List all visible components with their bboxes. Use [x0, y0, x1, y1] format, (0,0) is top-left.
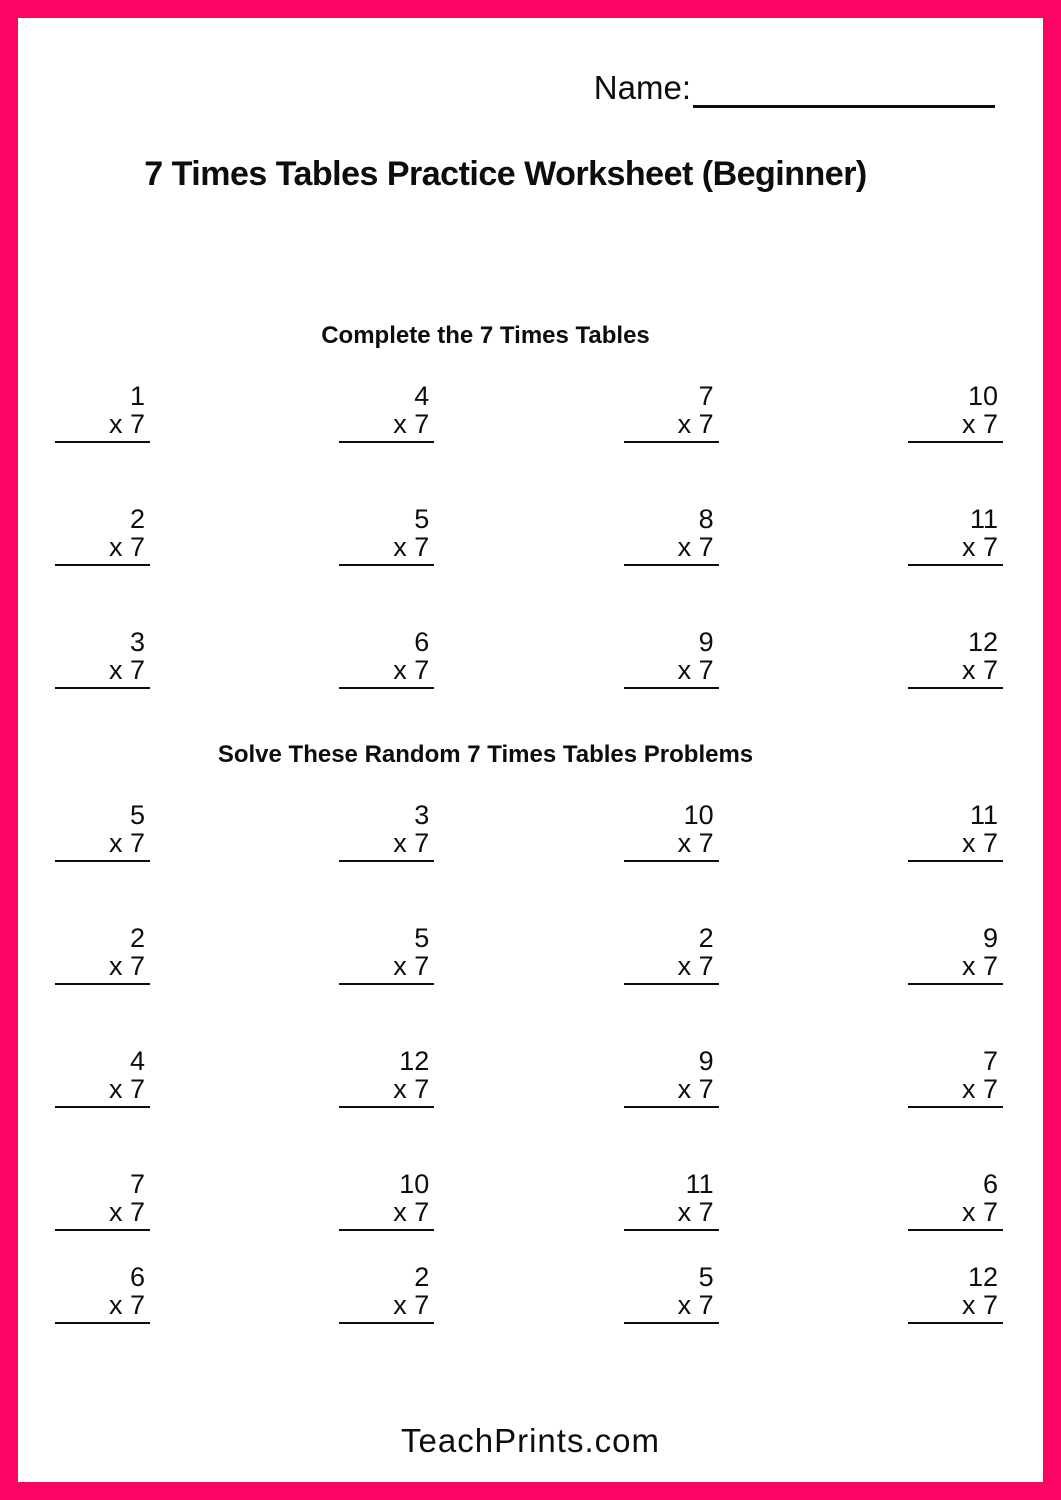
multiplicand-value: 6	[982, 1168, 998, 1199]
answer-line[interactable]	[908, 687, 1003, 689]
multiplier-label: x 7	[108, 408, 145, 439]
multiplier-label: x 7	[961, 1196, 998, 1227]
problems-row	[18, 801, 1043, 862]
multiplicand-value: 8	[698, 503, 714, 534]
multiplier-label: x 7	[677, 654, 714, 685]
multiplicand-value: 12	[967, 1261, 998, 1292]
answer-line[interactable]	[624, 1106, 719, 1108]
section-heading: Complete the 7 Times Tables	[321, 321, 650, 349]
multiplier-label: x 7	[108, 531, 145, 562]
multiplication-problem	[908, 924, 1003, 985]
multiplicand-value: 2	[698, 922, 714, 953]
multiplier-label: x 7	[393, 827, 430, 858]
multiplicand-value: 11	[969, 503, 998, 534]
multiplier-label: x 7	[393, 531, 430, 562]
multiplicand-value: 2	[129, 503, 145, 534]
problems-row	[18, 924, 1043, 985]
multiplicand-value: 7	[982, 1045, 998, 1076]
multiplier-label: x 7	[393, 950, 430, 981]
name-blank-line[interactable]	[693, 73, 995, 108]
multiplier-label: x 7	[108, 827, 145, 858]
answer-line[interactable]	[624, 1229, 719, 1231]
multiplier-label: x 7	[108, 1073, 145, 1104]
multiplication-problem	[624, 628, 719, 689]
section-heading: Solve These Random 7 Times Tables Problems	[217, 740, 754, 768]
multiplier-label: x 7	[677, 1073, 714, 1104]
answer-line[interactable]	[624, 860, 719, 862]
multiplication-problem	[339, 628, 434, 689]
multiplicand-value: 4	[129, 1045, 145, 1076]
multiplier-label: x 7	[677, 408, 714, 439]
multiplication-problem	[339, 924, 434, 985]
multiplication-problem	[908, 1170, 1003, 1231]
multiplier-label: x 7	[961, 827, 998, 858]
multiplier-label: x 7	[393, 1289, 430, 1320]
answer-line[interactable]	[55, 1229, 150, 1231]
multiplier-label: x 7	[961, 531, 998, 562]
multiplier-label: x 7	[393, 654, 430, 685]
multiplicand-value: 3	[129, 626, 145, 657]
multiplication-problem	[339, 801, 434, 862]
multiplication-problem	[55, 924, 150, 985]
multiplier-label: x 7	[108, 1289, 145, 1320]
answer-line[interactable]	[55, 1322, 150, 1324]
multiplicand-value: 9	[698, 626, 714, 657]
multiplicand-value: 11	[685, 1168, 714, 1199]
multiplicand-value: 5	[414, 922, 430, 953]
multiplier-label: x 7	[961, 1073, 998, 1104]
multiplier-label: x 7	[677, 1196, 714, 1227]
multiplication-problem	[624, 801, 719, 862]
multiplication-problem	[908, 801, 1003, 862]
multiplicand-value: 4	[414, 380, 430, 411]
answer-line[interactable]	[908, 1322, 1003, 1324]
answer-line[interactable]	[624, 687, 719, 689]
problems-row	[18, 1047, 1043, 1108]
multiplication-problem	[55, 628, 150, 689]
multiplicand-value: 6	[129, 1261, 145, 1292]
answer-line[interactable]	[908, 983, 1003, 985]
answer-line[interactable]	[55, 441, 150, 443]
multiplicand-value: 5	[129, 799, 145, 830]
answer-line[interactable]	[339, 687, 434, 689]
multiplication-problem	[339, 1170, 434, 1231]
multiplicand-value: 9	[698, 1045, 714, 1076]
answer-line[interactable]	[55, 1106, 150, 1108]
answer-line[interactable]	[624, 983, 719, 985]
multiplication-problem	[339, 1047, 434, 1108]
answer-line[interactable]	[339, 1322, 434, 1324]
answer-line[interactable]	[339, 1106, 434, 1108]
answer-line[interactable]	[908, 441, 1003, 443]
multiplication-problem	[908, 382, 1003, 443]
answer-line[interactable]	[339, 564, 434, 566]
multiplication-problem	[624, 1170, 719, 1231]
multiplier-label: x 7	[961, 950, 998, 981]
multiplicand-value: 7	[698, 380, 714, 411]
multiplication-problem	[624, 1263, 719, 1324]
sections-container	[18, 322, 1043, 1324]
multiplication-problem	[55, 1263, 150, 1324]
multiplier-label: x 7	[108, 654, 145, 685]
multiplicand-value: 1	[129, 380, 145, 411]
answer-line[interactable]	[908, 1229, 1003, 1231]
multiplication-problem	[624, 382, 719, 443]
multiplier-label: x 7	[108, 1196, 145, 1227]
multiplier-label: x 7	[677, 1289, 714, 1320]
answer-line[interactable]	[908, 564, 1003, 566]
multiplicand-value: 5	[414, 503, 430, 534]
multiplicand-value: 2	[129, 922, 145, 953]
multiplicand-value: 2	[414, 1261, 430, 1292]
answer-line[interactable]	[908, 1106, 1003, 1108]
multiplication-problem	[55, 382, 150, 443]
multiplier-label: x 7	[961, 654, 998, 685]
name-row	[18, 68, 1043, 108]
multiplicand-value: 12	[967, 626, 998, 657]
worksheet-section	[18, 741, 1043, 1324]
multiplier-label: x 7	[393, 1196, 430, 1227]
multiplicand-value: 10	[683, 799, 714, 830]
multiplication-problem	[908, 1047, 1003, 1108]
multiplication-problem	[55, 801, 150, 862]
multiplicand-value: 3	[414, 799, 430, 830]
multiplier-label: x 7	[677, 531, 714, 562]
multiplication-problem	[339, 382, 434, 443]
multiplicand-value: 6	[414, 626, 430, 657]
multiplication-problem	[55, 505, 150, 566]
multiplicand-value: 7	[129, 1168, 145, 1199]
multiplier-label: x 7	[393, 1073, 430, 1104]
multiplicand-value: 10	[399, 1168, 430, 1199]
multiplier-label: x 7	[961, 408, 998, 439]
multiplicand-value: 10	[967, 380, 998, 411]
problems-row	[18, 1263, 1043, 1324]
answer-line[interactable]	[339, 1229, 434, 1231]
problems-row	[18, 1170, 1043, 1231]
page-title: 7 Times Tables Practice Worksheet (Beginner)	[144, 154, 867, 193]
multiplicand-value: 11	[969, 799, 998, 830]
answer-line[interactable]	[339, 441, 434, 443]
multiplier-label: x 7	[108, 950, 145, 981]
answer-line[interactable]	[55, 687, 150, 689]
multiplication-problem	[624, 924, 719, 985]
problems-row	[18, 382, 1043, 443]
answer-line[interactable]	[624, 564, 719, 566]
multiplicand-value: 9	[982, 922, 998, 953]
multiplier-label: x 7	[961, 1289, 998, 1320]
multiplication-problem	[908, 628, 1003, 689]
multiplication-problem	[624, 505, 719, 566]
multiplier-label: x 7	[393, 408, 430, 439]
answer-line[interactable]	[55, 564, 150, 566]
problems-row	[18, 628, 1043, 689]
multiplication-problem	[908, 505, 1003, 566]
multiplicand-value: 12	[399, 1045, 430, 1076]
answer-line[interactable]	[624, 441, 719, 443]
answer-line[interactable]	[624, 1322, 719, 1324]
footer-brand: TeachPrints.com	[401, 1422, 660, 1459]
multiplication-problem	[908, 1263, 1003, 1324]
answer-line[interactable]	[55, 983, 150, 985]
multiplication-problem	[339, 1263, 434, 1324]
multiplication-problem	[55, 1047, 150, 1108]
multiplier-label: x 7	[677, 950, 714, 981]
problems-row	[18, 505, 1043, 566]
multiplication-problem	[339, 505, 434, 566]
multiplication-problem	[624, 1047, 719, 1108]
multiplicand-value: 5	[698, 1261, 714, 1292]
answer-line[interactable]	[908, 860, 1003, 862]
answer-line[interactable]	[55, 860, 150, 862]
multiplier-label: x 7	[677, 827, 714, 858]
name-label: Name:	[593, 69, 691, 106]
answer-line[interactable]	[339, 860, 434, 862]
answer-line[interactable]	[339, 983, 434, 985]
worksheet-section	[18, 322, 1043, 689]
multiplication-problem	[55, 1170, 150, 1231]
